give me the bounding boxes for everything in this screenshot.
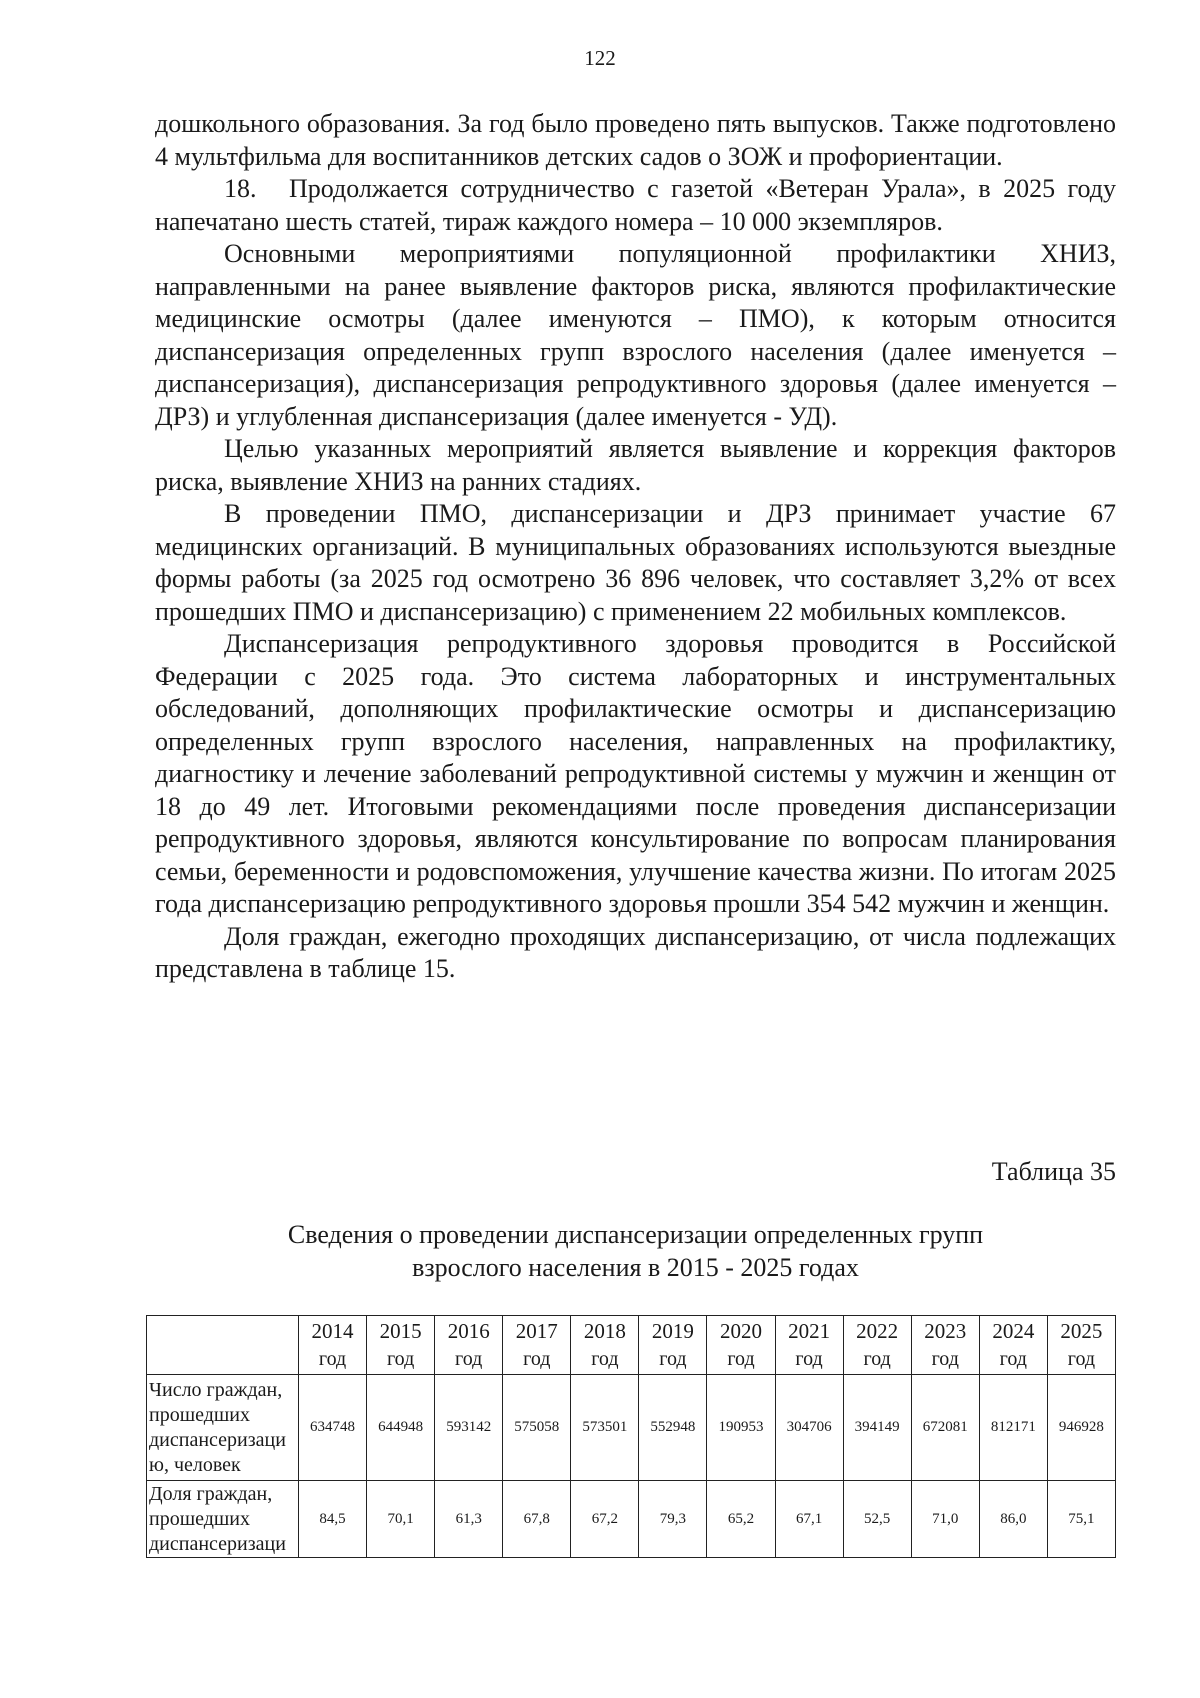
table-cell: 67,8 (503, 1481, 571, 1558)
year-unit: год (591, 1348, 619, 1370)
table-cell: 65,2 (707, 1481, 775, 1558)
year-header (843, 1316, 911, 1375)
year-header (299, 1316, 367, 1375)
table-cell: 79,3 (639, 1481, 707, 1558)
table-cell: 946928 (1047, 1375, 1115, 1481)
year-label: 2017 (515, 1319, 558, 1343)
year-header (707, 1316, 775, 1375)
year-header (367, 1316, 435, 1375)
year-label: 2018 (583, 1319, 626, 1343)
table-cell: 634748 (299, 1375, 367, 1481)
table-caption (155, 1218, 1116, 1284)
paragraph (155, 238, 1116, 433)
year-label: 2016 (447, 1319, 490, 1343)
paragraph-text: Целью указанных мероприятий является выявление и коррекция факторов риска, выявление ХНИЗ на ранних стадиях. (155, 434, 1116, 496)
year-label: 2025 (1060, 1319, 1103, 1343)
year-header (435, 1316, 503, 1375)
row-label: Число граждан, прошедших диспансеризаци ю, человек (147, 1375, 299, 1481)
table-cell: 812171 (979, 1375, 1047, 1481)
table-cell: 86,0 (979, 1481, 1047, 1558)
paragraph-text: В проведении ПМО, диспансеризации и ДРЗ принимает участие 67 медицинских организаций. В муниципальных образованиях используются выездные формы работы (за 2025 год осмотрено 36 896 человек, что составляет 3,2% от всех прошедших ПМО и диспансеризацию) с применением 22 мобильных комплексов. (155, 499, 1116, 626)
table-cell: 593142 (435, 1375, 503, 1481)
year-header (503, 1316, 571, 1375)
paragraph-text: Продолжается сотрудничество с газетой «Ветеран Урала», в 2025 году напечатано шесть статей, тираж каждого номера – 10 000 экземпляров. (155, 174, 1116, 236)
table-header-row (147, 1316, 1116, 1375)
year-unit: год (795, 1348, 823, 1370)
table-cell: 575058 (503, 1375, 571, 1481)
year-label: 2022 (856, 1319, 899, 1343)
paragraph (155, 498, 1116, 628)
table-cell: 52,5 (843, 1481, 911, 1558)
paragraph-text: Основными мероприятиями популяционной профилактики ХНИЗ, направленными на ранее выявление факторов риска, являются профилактические медицинские осмотры (далее именуются – ПМО), к которым относится диспансеризация определенных групп взрослого населения (далее именуется – диспансеризация), диспансеризация репродуктивного здоровья (далее именуется – ДРЗ) и углубленная диспансеризация (далее именуется - УД). (155, 239, 1116, 431)
year-unit: год (863, 1348, 891, 1370)
table-cell: 573501 (571, 1375, 639, 1481)
paragraph-number: 18. (224, 174, 257, 203)
year-header (639, 1316, 707, 1375)
year-label: 2024 (992, 1319, 1035, 1343)
table-cell: 61,3 (435, 1481, 503, 1558)
year-header (775, 1316, 843, 1375)
table-cell: 304706 (775, 1375, 843, 1481)
table-corner-cell (147, 1316, 299, 1375)
row-label: Доля граждан, прошедших диспансеризаци (147, 1481, 299, 1558)
table-cell: 75,1 (1047, 1481, 1115, 1558)
table-caption-line-1: Сведения о проведении диспансеризации определенных групп (287, 1220, 984, 1249)
table-cell: 71,0 (911, 1481, 979, 1558)
year-unit: год (931, 1348, 959, 1370)
paragraph (155, 628, 1116, 921)
year-unit: год (523, 1348, 551, 1370)
table-cell: 67,2 (571, 1481, 639, 1558)
year-label: 2023 (924, 1319, 967, 1343)
paragraph (155, 173, 1116, 238)
table-cell: 67,1 (775, 1481, 843, 1558)
year-label: 2019 (651, 1319, 694, 1343)
paragraph-text: дошкольного образования. За год было проведено пять выпусков. Также подготовлено 4 мультфильма для воспитанников детских садов о ЗОЖ и профориентации. (155, 109, 1116, 171)
year-label: 2014 (311, 1319, 354, 1343)
year-unit: год (659, 1348, 687, 1370)
table-row (147, 1481, 1116, 1558)
year-header (571, 1316, 639, 1375)
table-cell: 84,5 (299, 1481, 367, 1558)
year-unit: год (1067, 1348, 1096, 1370)
year-unit: год (727, 1348, 755, 1370)
table-cell: 672081 (911, 1375, 979, 1481)
year-label: 2020 (720, 1319, 762, 1343)
paragraph (155, 108, 1116, 173)
year-unit: год (318, 1348, 347, 1370)
table-label: Таблица 35 (991, 1157, 1116, 1186)
paragraph (155, 921, 1116, 986)
table-row (147, 1375, 1116, 1481)
year-label: 2021 (788, 1319, 831, 1343)
table-cell: 644948 (367, 1375, 435, 1481)
year-header (911, 1316, 979, 1375)
year-header (1047, 1316, 1115, 1375)
paragraph-text: Доля граждан, ежегодно проходящих диспансеризацию, от числа подлежащих представлена в таблице 15. (155, 921, 1116, 983)
paragraph (155, 433, 1116, 498)
dispensarization-table (146, 1315, 1116, 1558)
table-cell: 552948 (639, 1375, 707, 1481)
table-caption-line-2: взрослого населения в 2015 - 2025 годах (412, 1253, 859, 1282)
year-header (979, 1316, 1047, 1375)
table-cell: 394149 (843, 1375, 911, 1481)
page-number: 122 (584, 46, 616, 70)
table-cell: 70,1 (367, 1481, 435, 1558)
paragraph-text: Диспансеризация репродуктивного здоровья проводится в Российской Федерации с 2025 года. Это система лабораторных и инструментальных обследований, дополняющих профилактические осмотры и диспансеризацию определенных групп взрослого населения, направленных на профилактику, диагностику и лечение заболеваний репродуктивной системы у мужчин и женщин от 18 до 49 лет. Итоговыми рекомендациями после проведения диспансеризации репродуктивного здоровья, являются консультирование по вопросам планирования семьи, беременности и родовспоможения, улучшение качества жизни. По итогам 2025 года диспансеризацию репродуктивного здоровья прошли 354 542 мужчин и женщин. (155, 629, 1116, 918)
year-unit: год (999, 1348, 1027, 1370)
year-unit: год (386, 1348, 415, 1370)
table-cell: 190953 (707, 1375, 775, 1481)
body-text (155, 108, 1116, 986)
year-label: 2015 (379, 1319, 422, 1343)
year-unit: год (455, 1348, 483, 1370)
